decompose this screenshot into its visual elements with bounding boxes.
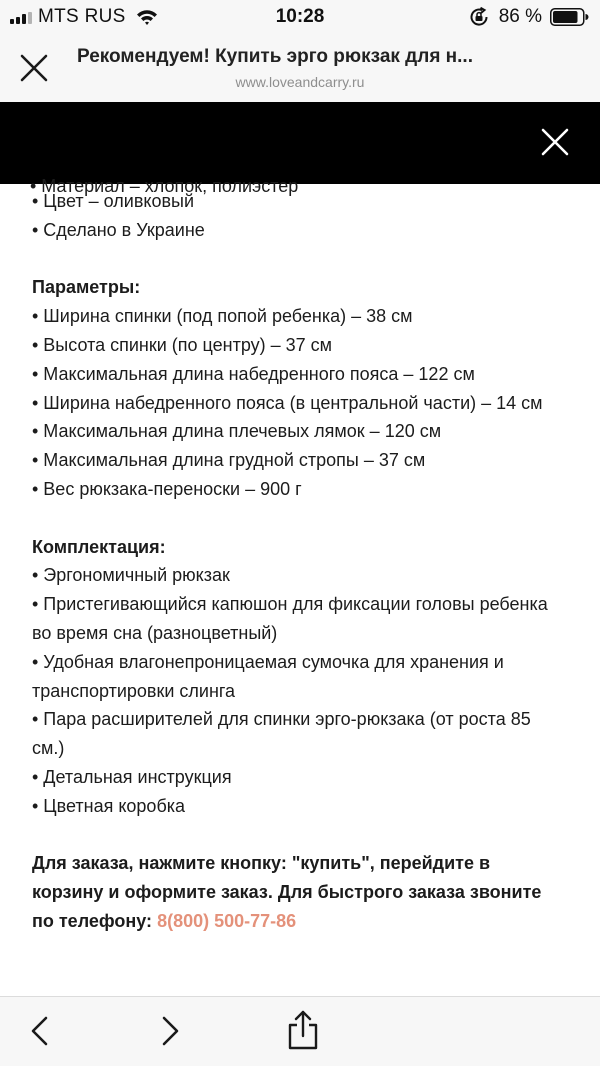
orientation-lock-icon: [469, 7, 489, 27]
page-title: Рекомендуем! Купить эрго рюкзак для н...: [77, 46, 473, 67]
status-bar: [0, 0, 600, 34]
kit-line: • Эргономичный рюкзак: [32, 565, 230, 586]
params-heading: Параметры:: [32, 277, 141, 298]
browser-header: [0, 34, 600, 102]
status-right: [469, 6, 588, 28]
param-line: • Максимальная длина грудной стропы – 37 см: [32, 450, 426, 471]
page-url[interactable]: www.loveandcarry.ru: [235, 74, 365, 90]
chevron-left-icon[interactable]: [22, 1013, 58, 1049]
partial-text-line: • Материал – хлопок, полиэстер: [30, 176, 299, 196]
chevron-right-icon[interactable]: [152, 1013, 188, 1049]
kit-line: • Пристегивающийся капюшон для фиксации головы ребенка во время сна (разноцветный): [32, 594, 548, 643]
param-line: • Ширина спинки (под попой ребенка) – 38 см: [32, 306, 413, 327]
order-text: Для заказа, нажмите кнопку: "купить", перейдите в корзину и оформите заказ. Для быстрого заказа звоните по телефону:: [32, 853, 542, 931]
param-line: • Максимальная длина плечевых лямок – 120 см: [32, 421, 442, 442]
share-icon[interactable]: [285, 1009, 321, 1051]
kit-line: • Детальная инструкция: [32, 766, 232, 787]
feature-line: • Цвет – оливковый: [32, 191, 195, 211]
kit-line: • Удобная влагонепроницаемая сумочка для хранения и транспортировки слинга: [32, 651, 504, 701]
battery-percent: 86 %: [498, 6, 542, 27]
battery-icon: [550, 8, 588, 26]
bottom-toolbar: [0, 996, 600, 1066]
param-line: • Вес рюкзака-переноски – 900 г: [32, 478, 302, 499]
feature-line: • Сделано в Украине: [32, 219, 205, 240]
kit-line: • Цветная коробка: [32, 795, 186, 816]
kit-line: • Пара расширителей для спинки эрго-рюкзака (от роста 85 см.): [32, 709, 531, 759]
param-line: • Максимальная длина набедренного пояса – 122 см: [32, 363, 475, 384]
close-icon[interactable]: [540, 127, 570, 157]
page-content: [0, 176, 600, 996]
clock: 10:28: [275, 6, 325, 27]
param-line: • Ширина набедренного пояса (в центральной части) – 14 см: [32, 392, 543, 413]
carrier-name: MTS RUS: [38, 6, 126, 27]
kit-heading: Комплектация:: [32, 536, 166, 557]
product-description: [32, 187, 562, 936]
phone-link[interactable]: 8(800) 500-77-86: [157, 910, 297, 931]
param-line: • Высота спинки (по центру) – 37 см: [32, 334, 333, 355]
order-instructions: [32, 849, 562, 935]
